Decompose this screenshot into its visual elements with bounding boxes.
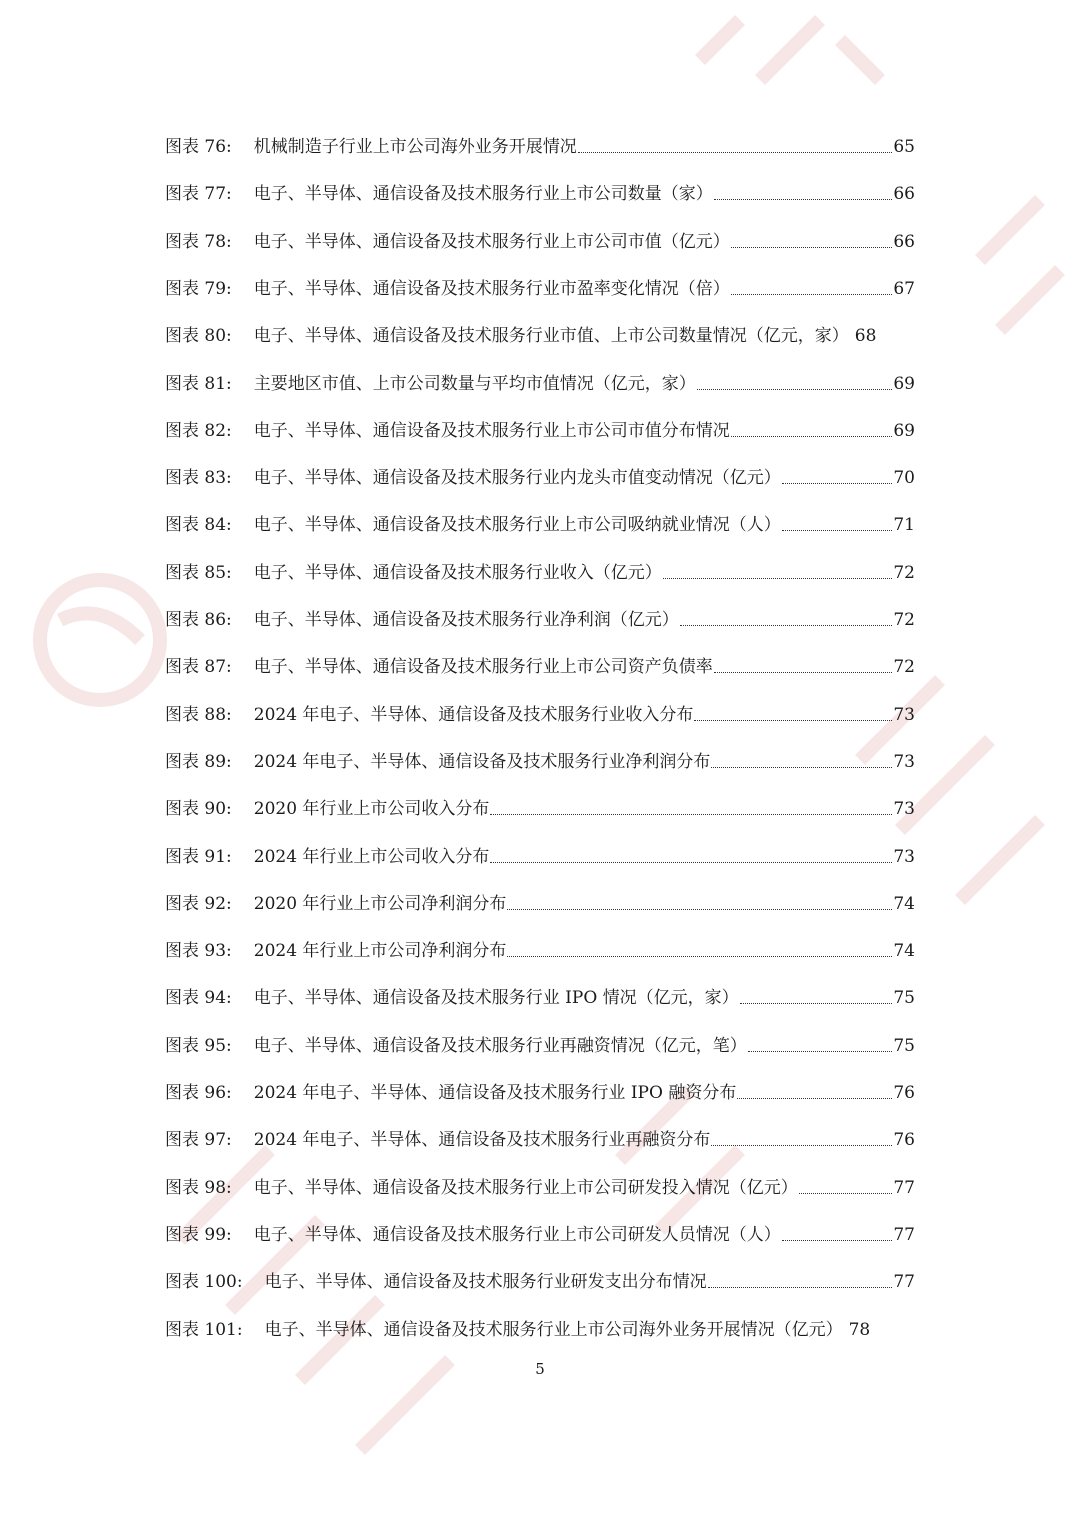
toc-entry-label: 图表 79: xyxy=(165,278,232,299)
toc-entry[interactable] xyxy=(165,179,915,209)
toc-entry-label: 图表 101: xyxy=(165,1319,243,1340)
dot-leader xyxy=(782,530,893,531)
toc-entry-title: 电子、半导体、通信设备及技术服务行业上市公司海外业务开展情况（亿元） xyxy=(264,1319,843,1340)
toc-entry-title: 电子、半导体、通信设备及技术服务行业市值、上市公司数量情况（亿元，家） xyxy=(253,326,849,347)
dot-leader xyxy=(680,625,893,626)
toc-entry-title: 2024 年电子、半导体、通信设备及技术服务行业 IPO 融资分布 xyxy=(253,1083,737,1103)
toc-entry[interactable] xyxy=(165,936,915,966)
toc-entry-label: 图表 80: xyxy=(165,326,232,347)
toc-entry-label: 图表 96: xyxy=(165,1083,232,1103)
toc-entry[interactable] xyxy=(165,747,915,777)
toc-entry-title: 主要地区市值、上市公司数量与平均市值情况（亿元，家） xyxy=(253,373,696,394)
dot-leader xyxy=(782,1240,893,1241)
toc-entry[interactable] xyxy=(165,416,915,446)
toc-entry[interactable] xyxy=(165,1315,945,1345)
toc-entry-label: 图表 76: xyxy=(165,137,232,157)
toc-entry[interactable] xyxy=(165,700,915,730)
toc-entry-label: 图表 85: xyxy=(165,562,232,583)
dot-leader xyxy=(748,1051,893,1052)
dot-leader xyxy=(711,767,892,768)
toc-entry-title: 机械制造子行业上市公司海外业务开展情况 xyxy=(253,137,577,157)
toc-entry-title: 电子、半导体、通信设备及技术服务行业上市公司资产负债率 xyxy=(253,657,713,678)
toc-entry[interactable] xyxy=(165,842,915,872)
toc-entry-title: 电子、半导体、通信设备及技术服务行业净利润（亿元） xyxy=(253,610,679,630)
toc-entry-page: 71 xyxy=(893,515,915,536)
toc-entry-page: 69 xyxy=(893,373,915,394)
toc-entry-title: 电子、半导体、通信设备及技术服务行业上市公司市值（亿元） xyxy=(253,231,730,252)
toc-entry[interactable] xyxy=(165,132,915,162)
toc-entry[interactable] xyxy=(165,369,915,399)
toc-entry[interactable] xyxy=(165,605,915,635)
toc-entry[interactable] xyxy=(165,1267,915,1297)
dot-leader xyxy=(708,1287,893,1288)
toc-entry-label: 图表 97: xyxy=(165,1130,232,1151)
toc-entry-label: 图表 82: xyxy=(165,420,232,441)
toc-entry[interactable] xyxy=(165,227,915,257)
dot-leader xyxy=(782,483,893,484)
toc-entry-title: 2024 年电子、半导体、通信设备及技术服务行业收入分布 xyxy=(253,704,694,725)
toc-entry-label: 图表 99: xyxy=(165,1224,232,1245)
toc-entry-page: 73 xyxy=(893,704,915,725)
toc-entry[interactable] xyxy=(165,510,915,540)
toc-entry[interactable] xyxy=(165,1220,915,1250)
toc-entry-title: 2020 年行业上市公司净利润分布 xyxy=(253,893,507,914)
dot-leader xyxy=(714,199,893,200)
dot-leader xyxy=(578,152,893,153)
toc-entry-label: 图表 98: xyxy=(165,1177,232,1198)
toc-entry-title: 电子、半导体、通信设备及技术服务行业上市公司吸纳就业情况（人） xyxy=(253,515,781,536)
toc-entry-title: 电子、半导体、通信设备及技术服务行业上市公司研发投入情况（亿元） xyxy=(253,1177,798,1198)
page-number: 5 xyxy=(535,1360,545,1378)
toc-entry-page: 75 xyxy=(893,988,915,1009)
dot-leader xyxy=(731,247,893,248)
toc-entry-page: 73 xyxy=(893,846,915,867)
dot-leader xyxy=(711,1145,892,1146)
dot-leader xyxy=(507,909,892,910)
dot-leader xyxy=(490,862,892,863)
toc-entry-label: 图表 87: xyxy=(165,657,232,678)
dot-leader xyxy=(507,956,892,957)
toc-entry-label: 图表 84: xyxy=(165,515,232,536)
dot-leader xyxy=(799,1193,893,1194)
toc-entry-title: 电子、半导体、通信设备及技术服务行业上市公司数量（家） xyxy=(253,184,713,205)
toc-entry-label: 图表 94: xyxy=(165,988,232,1009)
dot-leader xyxy=(697,389,893,390)
toc-entry-page: 72 xyxy=(893,562,915,583)
toc-entry[interactable] xyxy=(165,558,915,588)
toc-entry[interactable] xyxy=(165,1031,915,1061)
toc-entry-title: 2024 年电子、半导体、通信设备及技术服务行业再融资分布 xyxy=(253,1130,711,1151)
toc-entry-label: 图表 89: xyxy=(165,751,232,772)
toc-entry-page: 77 xyxy=(893,1272,915,1293)
toc-entry-label: 图表 93: xyxy=(165,941,232,962)
toc-entry-title: 电子、半导体、通信设备及技术服务行业上市公司市值分布情况 xyxy=(253,420,730,441)
toc-entry-label: 图表 91: xyxy=(165,846,232,867)
toc-entry-title: 电子、半导体、通信设备及技术服务行业再融资情况（亿元，笔） xyxy=(253,1035,747,1056)
toc-entry-title: 电子、半导体、通信设备及技术服务行业内龙头市值变动情况（亿元） xyxy=(253,468,781,489)
toc-entry-page: 77 xyxy=(893,1177,915,1198)
toc-entry-title: 2024 年行业上市公司收入分布 xyxy=(253,846,490,867)
toc-entry-page: 66 xyxy=(893,184,915,205)
toc-entry-title: 电子、半导体、通信设备及技术服务行业上市公司研发人员情况（人） xyxy=(253,1224,781,1245)
toc-entry-page: 70 xyxy=(893,468,915,489)
toc-entry-page: 69 xyxy=(893,420,915,441)
toc-entry-page: 73 xyxy=(893,751,915,772)
toc-entry-page: 74 xyxy=(893,893,915,914)
toc-entry-label: 图表 83: xyxy=(165,468,232,489)
dot-leader xyxy=(694,720,892,721)
toc-entry-title: 2024 年电子、半导体、通信设备及技术服务行业净利润分布 xyxy=(253,751,711,772)
toc-entry-page: 72 xyxy=(893,610,915,630)
toc-entry[interactable] xyxy=(165,321,945,351)
toc-entry-page: 78 xyxy=(848,1319,871,1340)
toc-entry[interactable] xyxy=(165,463,915,493)
toc-entry-title: 电子、半导体、通信设备及技术服务行业市盈率变化情况（倍） xyxy=(253,278,730,299)
toc-entry-page: 76 xyxy=(893,1130,915,1151)
toc-entry-title: 2024 年行业上市公司净利润分布 xyxy=(253,941,507,962)
dot-leader xyxy=(490,814,892,815)
toc-entry-label: 图表 100: xyxy=(165,1272,243,1293)
dot-leader xyxy=(731,436,893,437)
toc-entry-page: 76 xyxy=(893,1083,915,1103)
toc-entry[interactable] xyxy=(165,889,915,919)
toc-entry-page: 75 xyxy=(893,1035,915,1056)
toc-entry[interactable] xyxy=(165,652,915,682)
toc-entry-title: 电子、半导体、通信设备及技术服务行业收入（亿元） xyxy=(253,562,662,583)
dot-leader xyxy=(663,578,893,579)
toc-entry-page: 66 xyxy=(893,231,915,252)
toc-entry[interactable] xyxy=(165,983,915,1013)
toc-entry[interactable] xyxy=(165,794,915,824)
toc-entry-title: 电子、半导体、通信设备及技术服务行业研发支出分布情况 xyxy=(264,1272,707,1293)
toc-entry-label: 图表 88: xyxy=(165,704,232,725)
dot-leader xyxy=(731,294,893,295)
toc-entry-label: 图表 95: xyxy=(165,1035,232,1056)
toc-entry-page: 65 xyxy=(893,137,915,157)
dot-leader xyxy=(737,1098,892,1099)
toc-entry[interactable] xyxy=(165,1125,915,1155)
toc-entry-label: 图表 77: xyxy=(165,184,232,205)
toc-entry-page: 73 xyxy=(893,799,915,820)
toc-entry-title: 电子、半导体、通信设备及技术服务行业 IPO 情况（亿元，家） xyxy=(253,988,739,1009)
toc-entry-page: 74 xyxy=(893,941,915,962)
toc-entry-page: 67 xyxy=(893,278,915,299)
toc-entry[interactable] xyxy=(165,1173,915,1203)
dot-leader xyxy=(714,672,893,673)
toc-entry-label: 图表 92: xyxy=(165,893,232,914)
toc-entry[interactable] xyxy=(165,274,915,304)
dot-leader xyxy=(740,1003,893,1004)
toc-entry[interactable] xyxy=(165,1078,915,1108)
toc-entry-page: 77 xyxy=(893,1224,915,1245)
toc-entry-page: 72 xyxy=(893,657,915,678)
toc-entry-label: 图表 90: xyxy=(165,799,232,820)
toc-entry-label: 图表 86: xyxy=(165,610,232,630)
toc-entry-label: 图表 78: xyxy=(165,231,232,252)
toc-entry-page: 68 xyxy=(854,326,877,347)
toc-entry-label: 图表 81: xyxy=(165,373,232,394)
toc-entry-title: 2020 年行业上市公司收入分布 xyxy=(253,799,490,820)
